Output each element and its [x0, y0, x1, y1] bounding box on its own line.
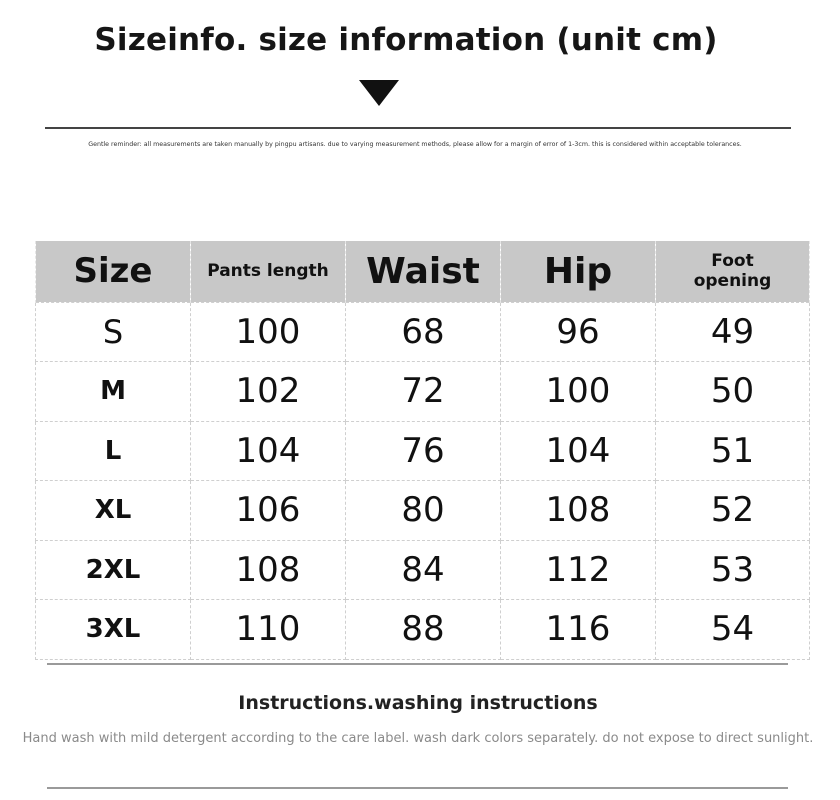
size-cell: 3XL	[36, 600, 191, 660]
foot-opening-cell: 53	[656, 540, 810, 600]
waist-cell: 72	[346, 362, 501, 422]
column-header-pants-length: Pants length	[191, 241, 346, 302]
column-header-hip: Hip	[501, 241, 656, 302]
foot-opening-cell: 51	[656, 421, 810, 481]
pants-length-cell: 108	[191, 540, 346, 600]
table-header-row	[36, 241, 810, 302]
table-row	[36, 302, 810, 362]
foot-opening-cell: 49	[656, 302, 810, 362]
table-row	[36, 362, 810, 422]
middle-divider	[47, 663, 788, 665]
washing-title: Instructions.washing instructions	[238, 692, 598, 714]
table-row	[36, 600, 810, 660]
waist-cell: 84	[346, 540, 501, 600]
pants-length-cell: 106	[191, 481, 346, 541]
column-header-size: Size	[36, 241, 191, 302]
foot-opening-line-1: Foot	[711, 251, 754, 272]
pants-length-cell: 102	[191, 362, 346, 422]
pants-length-cell: 110	[191, 600, 346, 660]
foot-opening-cell: 52	[656, 481, 810, 541]
table-row	[36, 421, 810, 481]
table-row	[36, 481, 810, 541]
bottom-divider	[47, 787, 788, 789]
page-title: Sizeinfo. size information (unit cm)	[94, 22, 718, 58]
waist-cell: 88	[346, 600, 501, 660]
column-header-waist: Waist	[346, 241, 501, 302]
size-cell: 2XL	[36, 540, 191, 600]
hip-cell: 112	[501, 540, 656, 600]
waist-cell: 80	[346, 481, 501, 541]
measurement-reminder: Gentle reminder: all measurements are taken manually by pingpu artisans. due to varying measurement methods, please allow for a margin of error of 1-3cm. this is considered within acceptable tolerances.	[88, 141, 742, 148]
hip-cell: 116	[501, 600, 656, 660]
pants-length-cell: 104	[191, 421, 346, 481]
down-triangle-icon	[359, 80, 399, 106]
foot-opening-cell: 50	[656, 362, 810, 422]
foot-opening-cell: 54	[656, 600, 810, 660]
hip-cell: 108	[501, 481, 656, 541]
table-row	[36, 540, 810, 600]
foot-opening-line-2: opening	[693, 271, 772, 292]
hip-cell: 100	[501, 362, 656, 422]
washing-text: Hand wash with mild detergent according to the care label. wash dark colors separately. do not expose to direct sunlight.	[22, 731, 814, 746]
waist-cell: 68	[346, 302, 501, 362]
size-cell: XL	[36, 481, 191, 541]
hip-cell: 104	[501, 421, 656, 481]
size-cell: M	[36, 362, 191, 422]
top-divider	[45, 127, 791, 129]
hip-cell: 96	[501, 302, 656, 362]
waist-cell: 76	[346, 421, 501, 481]
column-header-foot-opening	[656, 241, 810, 302]
size-cell: S	[36, 302, 191, 362]
pants-length-cell: 100	[191, 302, 346, 362]
size-cell: L	[36, 421, 191, 481]
size-table	[35, 241, 810, 660]
